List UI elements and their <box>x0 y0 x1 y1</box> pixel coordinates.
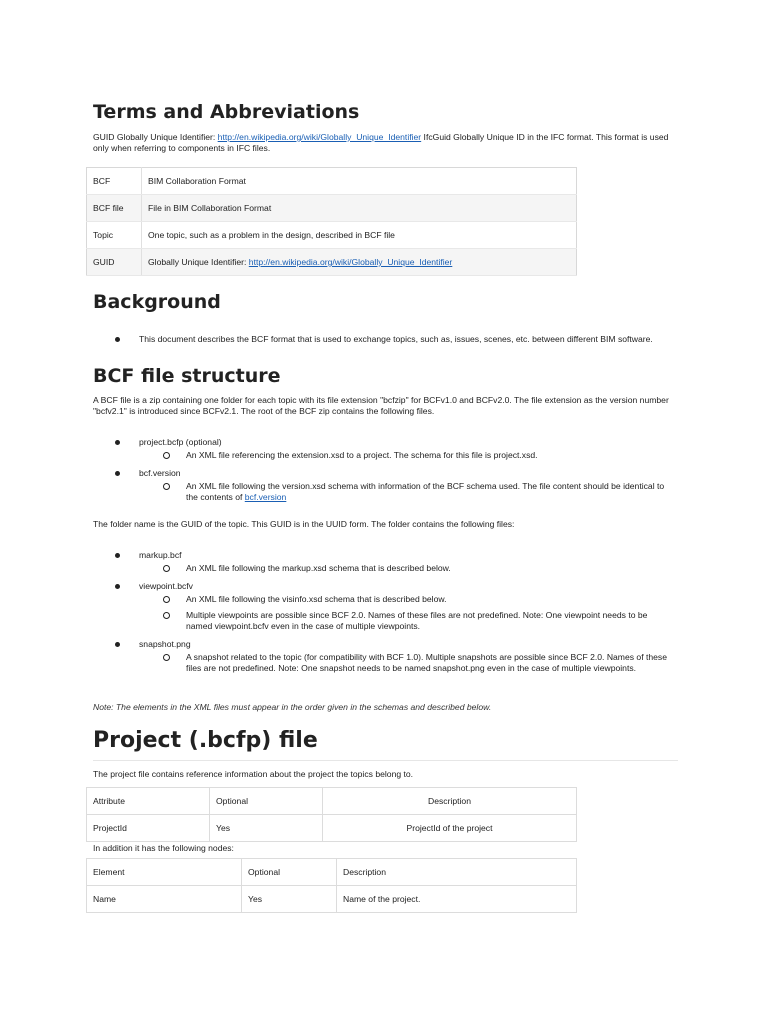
terms-heading: Terms and Abbreviations <box>93 101 360 123</box>
bullet-icon <box>115 642 120 647</box>
term-cell: Topic <box>87 222 142 249</box>
circle-bullet-icon <box>163 565 170 572</box>
table-row <box>87 249 577 276</box>
column-header: Element <box>87 859 242 886</box>
table-header-row <box>87 788 577 815</box>
column-header: Optional <box>210 788 323 815</box>
definition-cell: Globally Unique Identifier: http://en.wikipedia.org/wiki/Globally_Unique_Identifier <box>142 249 577 276</box>
table-cell: Yes <box>210 815 323 842</box>
definition-cell: One topic, such as a problem in the design, described in BCF file <box>142 222 577 249</box>
table-cell: Name <box>87 886 242 913</box>
terms-table <box>86 167 577 276</box>
circle-bullet-icon <box>163 612 170 619</box>
structure-heading: BCF file structure <box>93 365 281 387</box>
attribute-table <box>86 787 577 842</box>
folder-text: The folder name is the GUID of the topic. This GUID is in the UUID form. The folder contains the following files: <box>93 519 515 529</box>
bullet-icon <box>115 337 120 342</box>
table-row <box>87 195 577 222</box>
table-row <box>87 168 577 195</box>
project-intro: The project file contains reference information about the project the topics belong to. <box>93 769 414 779</box>
definition-cell: BIM Collaboration Format <box>142 168 577 195</box>
project-heading: Project (.bcfp) file <box>93 728 318 753</box>
xml-order-note: Note: The elements in the XML files must appear in the order given in the schemas and described below. <box>93 702 492 712</box>
circle-bullet-icon <box>163 596 170 603</box>
circle-bullet-icon <box>163 483 170 490</box>
divider <box>93 760 678 761</box>
guid-wiki-link[interactable]: http://en.wikipedia.org/wiki/Globally_Unique_Identifier <box>217 132 422 142</box>
table-row <box>87 815 577 842</box>
bcf-version-link[interactable]: bcf.version <box>244 492 287 502</box>
table-cell: Yes <box>242 886 337 913</box>
table-header-row <box>87 859 577 886</box>
term-cell: BCF file <box>87 195 142 222</box>
circle-bullet-icon <box>163 654 170 661</box>
definition-cell: File in BIM Collaboration Format <box>142 195 577 222</box>
term-cell: BCF <box>87 168 142 195</box>
table-cell: ProjectId <box>87 815 210 842</box>
bullet-icon <box>115 584 120 589</box>
guid-table-link[interactable]: http://en.wikipedia.org/wiki/Globally_Unique_Identifier <box>248 257 453 267</box>
circle-bullet-icon <box>163 452 170 459</box>
table-cell: ProjectId of the project <box>323 815 577 842</box>
node-table <box>86 858 577 913</box>
term-cell: GUID <box>87 249 142 276</box>
column-header: Description <box>323 788 577 815</box>
column-header: Description <box>337 859 577 886</box>
bullet-icon <box>115 471 120 476</box>
bullet-icon <box>115 440 120 445</box>
terms-intro: GUID Globally Unique Identifier: http://en.wikipedia.org/wiki/Globally_Unique_Identifier IfcGuid Globally Unique ID in the IFC format. This format is used only when referring to components in IFC files. <box>93 132 669 153</box>
nodes-text: In addition it has the following nodes: <box>93 843 234 853</box>
table-row <box>87 886 577 913</box>
bullet-icon <box>115 553 120 558</box>
table-row <box>87 222 577 249</box>
background-heading: Background <box>93 291 221 313</box>
structure-intro: A BCF file is a zip containing one folder for each topic with its file extension "bcfzip" for BCFv1.0 and BCFv2.0. The file extension as the version number "bcfv2.1" is introduced since BCFv2.1. The root of the BCF zip contains the following files. <box>93 395 669 416</box>
table-cell: Name of the project. <box>337 886 577 913</box>
column-header: Optional <box>242 859 337 886</box>
column-header: Attribute <box>87 788 210 815</box>
